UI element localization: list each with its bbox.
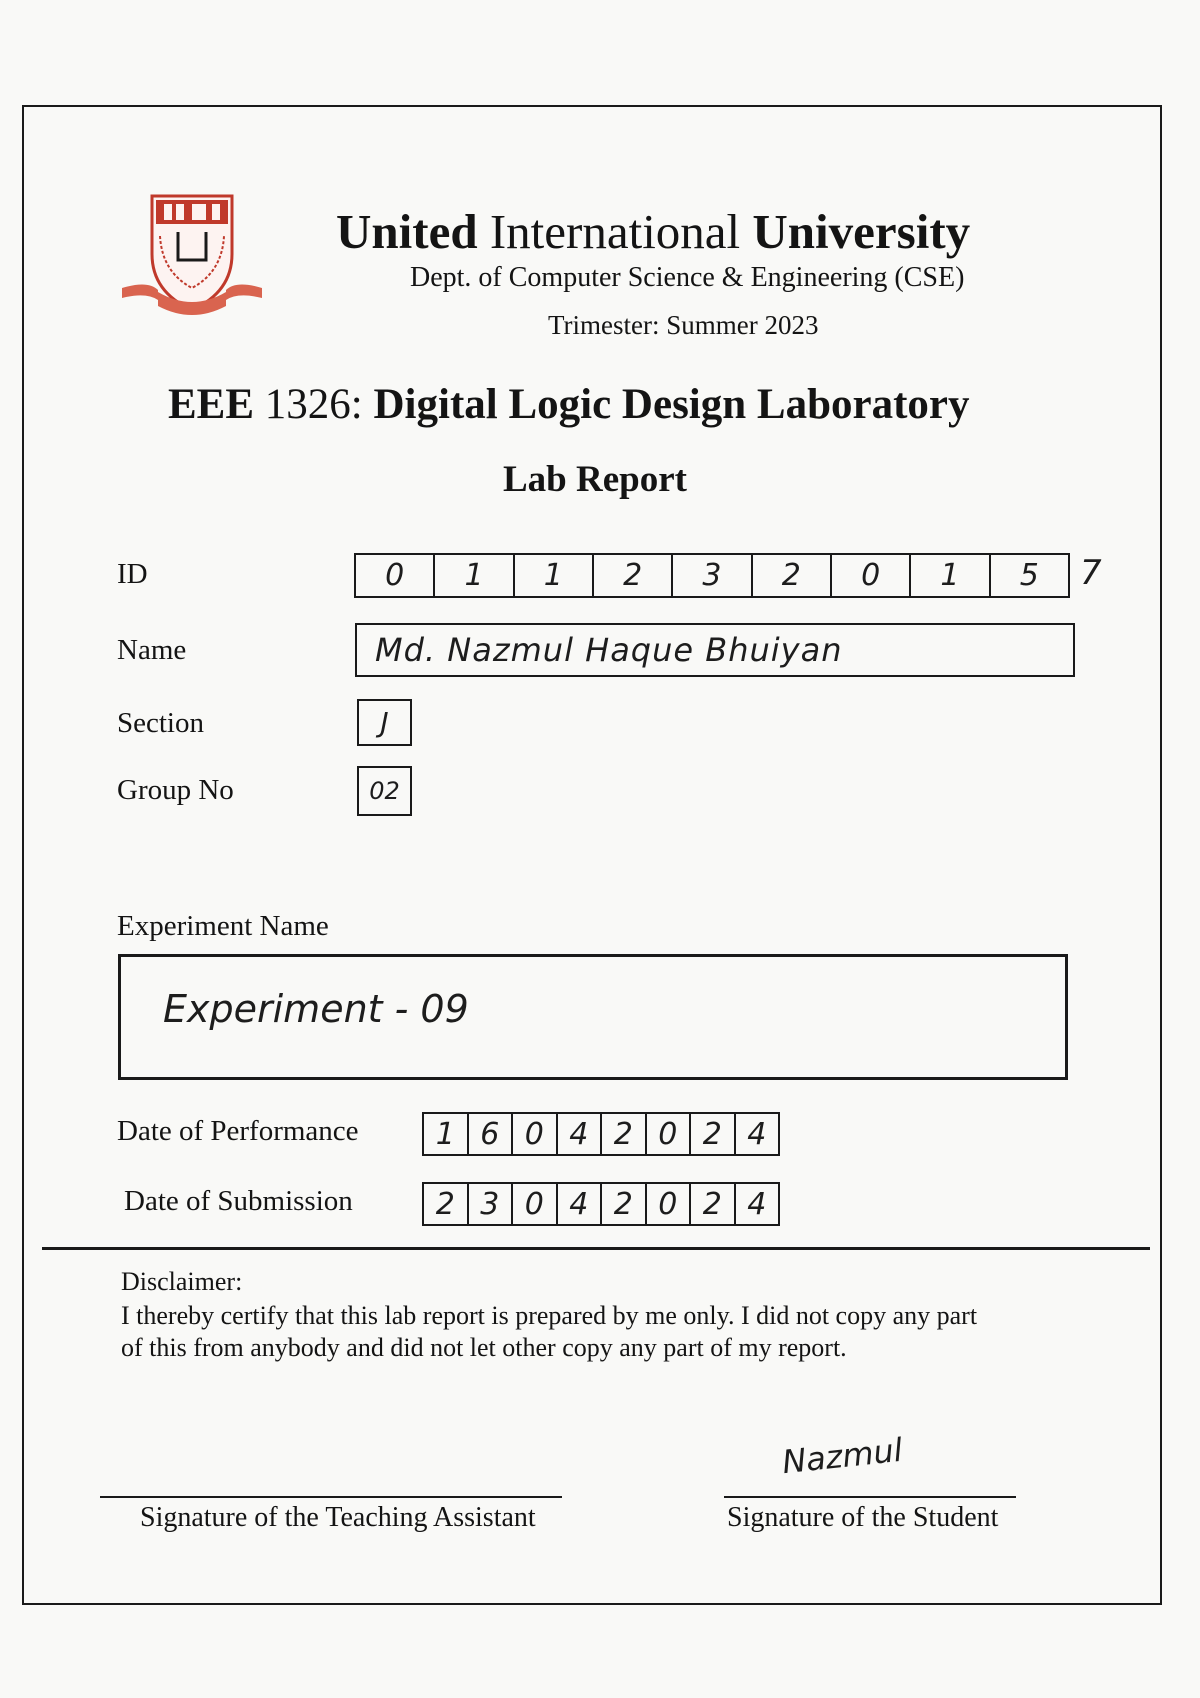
submission-date-digit-box: 2 (602, 1184, 647, 1224)
disclaimer-text-line1: I thereby certify that this lab report is prepared by me only. I did not copy any part (121, 1301, 978, 1330)
course-code: EEE (168, 381, 255, 428)
group-value: 02 (369, 777, 400, 805)
section-field (357, 699, 412, 746)
submission-date-digit-box: 4 (747, 1186, 767, 1222)
performance-date-digit-box: 1 (424, 1114, 469, 1154)
id-extra-digit: 7 (1080, 553, 1102, 593)
student-signature: Nazmul (780, 1430, 905, 1482)
submission-date-digit-box: 3 (469, 1184, 514, 1224)
university-name-university: University (752, 204, 971, 259)
experiment-field (118, 954, 1068, 1080)
submission-date-digit-box: 0 (513, 1184, 558, 1224)
submission-date-boxes (422, 1182, 780, 1226)
course-title (168, 380, 970, 429)
submission-date-digit-box: 2 (424, 1184, 469, 1224)
report-type: Lab Report (503, 459, 687, 500)
university-name (336, 203, 1056, 260)
id-digit-box: 2 (594, 555, 673, 596)
university-logo (118, 192, 266, 322)
performance-date-digit-box: 6 (469, 1114, 514, 1154)
section-label: Section (117, 707, 204, 739)
performance-date-digit-box: 4 (747, 1116, 767, 1152)
section-value: J (380, 706, 389, 739)
section-divider (42, 1247, 1150, 1250)
group-label: Group No (117, 774, 234, 806)
name-value: Md. Nazmul Haque Bhuiyan (375, 631, 843, 669)
performance-date-digit-box: 0 (513, 1114, 558, 1154)
university-name-united: United (336, 204, 478, 259)
student-signature-line (724, 1496, 1016, 1498)
id-digit-box: 2 (753, 555, 832, 596)
group-field (357, 766, 412, 816)
id-digit-boxes (354, 553, 1070, 598)
submission-date-digit-box: 2 (691, 1184, 736, 1224)
course-number: 1326: (264, 381, 363, 428)
id-digit-box: 3 (673, 555, 752, 596)
id-digit-box: 0 (356, 555, 435, 596)
ta-signature-label: Signature of the Teaching Assistant (140, 1502, 536, 1533)
performance-date-label: Date of Performance (117, 1115, 359, 1147)
id-label: ID (117, 558, 148, 590)
id-digit-box: 1 (435, 555, 514, 596)
performance-date-boxes (422, 1112, 780, 1156)
id-digit-box: 5 (1019, 558, 1039, 593)
university-name-international: International (489, 204, 741, 259)
submission-date-digit-box: 4 (558, 1184, 603, 1224)
name-label: Name (117, 634, 187, 666)
trimester: Trimester: Summer 2023 (548, 310, 819, 340)
disclaimer-heading: Disclaimer: (121, 1267, 243, 1296)
performance-date-digit-box: 4 (558, 1114, 603, 1154)
id-digit-box: 1 (515, 555, 594, 596)
department-name: Dept. of Computer Science & Engineering (CSE) (410, 262, 965, 293)
performance-date-digit-box: 2 (602, 1114, 647, 1154)
disclaimer-text-line2: of this from anybody and did not let other copy any part of my report. (121, 1333, 847, 1362)
submission-date-label: Date of Submission (124, 1185, 353, 1217)
ta-signature-line (100, 1496, 562, 1498)
student-signature-label: Signature of the Student (727, 1502, 999, 1533)
performance-date-digit-box: 0 (647, 1114, 692, 1154)
course-name: Digital Logic Design Laboratory (373, 381, 970, 428)
experiment-value: Experiment - 09 (163, 987, 469, 1031)
performance-date-digit-box: 2 (691, 1114, 736, 1154)
name-field (355, 623, 1075, 677)
id-digit-box: 0 (832, 555, 911, 596)
submission-date-digit-box: 0 (647, 1184, 692, 1224)
id-digit-box: 1 (911, 555, 990, 596)
experiment-label: Experiment Name (117, 910, 329, 942)
university-crest-icon (118, 192, 266, 322)
